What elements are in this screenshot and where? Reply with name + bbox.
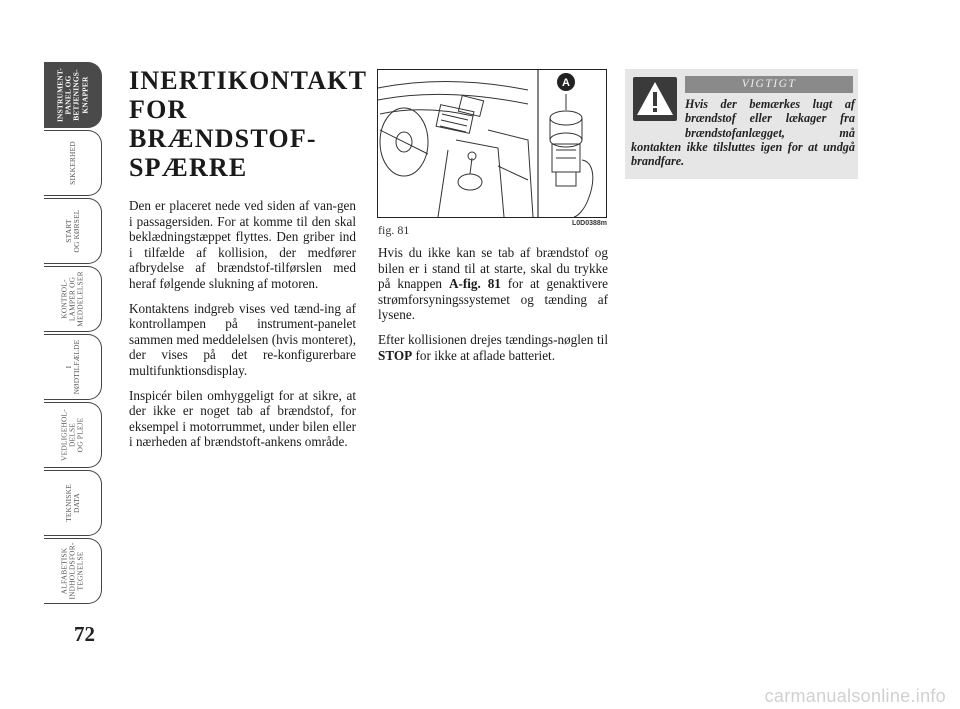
body-paragraph: Kontaktens indgreb vises ved tænd-ing af kontrollampen på instrument-panelet sammen med meddelelsen (hvis monteret), der vises på det re-konfigurerbare multifunktionsdisplay.: [129, 300, 356, 378]
figure-reference: A-fig. 81: [448, 276, 501, 292]
tab-label: VEDLIGEHOL- DELSE OG PLEJE: [59, 409, 85, 461]
tab-instrumentpanel[interactable]: [44, 62, 102, 128]
tab-tekniske-data[interactable]: [44, 470, 102, 536]
tab-label: SIKKERHED: [67, 141, 77, 185]
tab-label: START OG KØRSEL: [63, 209, 81, 253]
figure-marker-label: A: [562, 77, 570, 89]
tab-vedligeholdelse[interactable]: [44, 402, 102, 468]
page-number: 72: [74, 622, 95, 646]
body-paragraph: Den er placeret nede ved siden af van-gen i passagersiden. For at komme til den skal beklædningstæppet flyttes. Den griber ind i tilfælde af kollision, der medfører afbrydelse af brændstof-tilførslen med heraf følgende slukning af motoren.: [129, 198, 356, 291]
tab-sikkerhed[interactable]: [44, 130, 102, 196]
inertia-switch-illustration: [378, 70, 606, 217]
tab-label: ALFABETISK INDHOLDSFOR- TEGNELSE: [59, 542, 85, 600]
key-position-stop: STOP: [378, 347, 413, 363]
figure-caption: fig. 81: [378, 223, 410, 237]
tab-indholdsfortegnelse[interactable]: [44, 538, 102, 604]
tab-label: KONTROL- LAMPER OG MEDDELELSER: [59, 271, 85, 327]
tab-label: TEKNISKE DATA: [63, 484, 81, 522]
main-column: [129, 66, 368, 459]
tab-label: I NØDTILFÆLDE: [63, 339, 81, 395]
tab-kontrollamper[interactable]: [44, 266, 102, 332]
figure-illustration: [377, 69, 607, 218]
figure-code: L0D0388m: [572, 220, 608, 227]
second-column: [378, 245, 608, 372]
body-paragraph: Inspicér bilen omhyggeligt for at sikre, at der ikke er noget tab af brændstof, for eksempel i motorrummet, under bilen eller i nærheden af brændstoft-ankens område.: [129, 387, 356, 450]
warning-heading: VIGTIGT: [685, 76, 853, 93]
tab-nodtilfaelde[interactable]: [44, 334, 102, 400]
tab-label: INSTRUMENT- PANEL OG BETJENINGS- KNAPPER: [55, 67, 89, 123]
body-paragraph: Hvis du ikke kan se tab af brændstof og bilen er i stand til at starte, skal du trykke på knappen A-fig. 81 for at genaktivere strømforsyningssystemet og tænding af lysene.: [378, 245, 608, 323]
watermark-footer: carmanualsonline.info: [764, 686, 946, 706]
tab-start-og-korsel[interactable]: [44, 198, 102, 264]
warning-box: [625, 69, 858, 179]
section-title: INERTIKONTAKT FOR BRÆNDSTOF- SPÆRRE: [129, 66, 368, 182]
body-paragraph: Efter kollisionen drejes tændings-nøglen til STOP for ikke at aflade batteriet.: [378, 331, 608, 363]
warning-text: Hvis der bemærkes lugt af brændstof eller lækager fra brændstofanlægget, må kontakten ikke tilsluttes igen for at undgå brandfare.: [631, 97, 855, 169]
